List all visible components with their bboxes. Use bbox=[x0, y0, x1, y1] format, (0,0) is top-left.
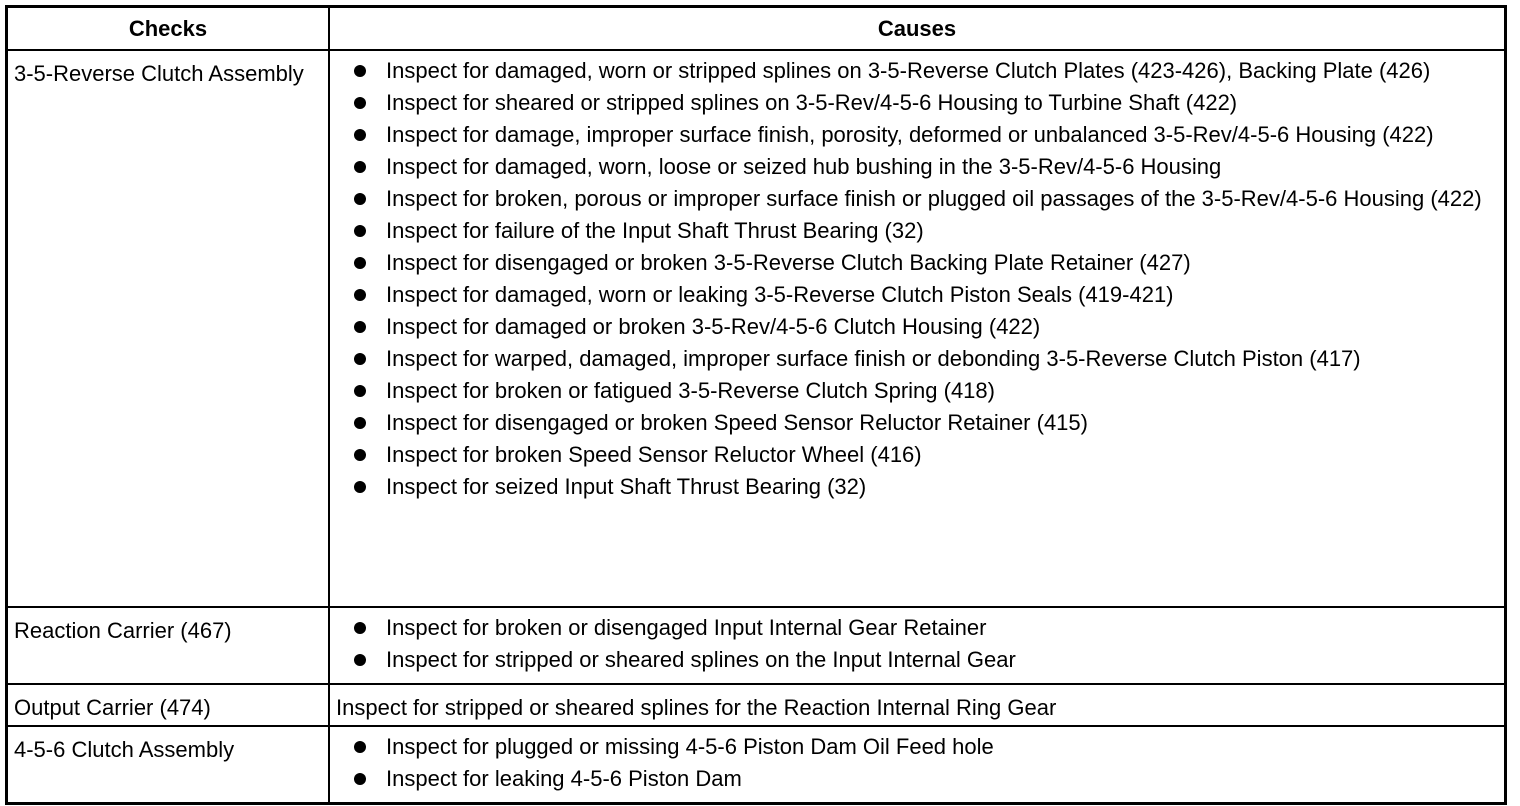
cause-item: Inspect for broken or fatigued 3-5-Reverse Clutch Spring (418) bbox=[330, 376, 1504, 406]
cause-item: Inspect for failure of the Input Shaft Thrust Bearing (32) bbox=[330, 216, 1504, 246]
bullet-icon bbox=[354, 741, 366, 753]
check-cell: Output Carrier (474) bbox=[7, 684, 330, 726]
cause-item: Inspect for damaged or broken 3-5-Rev/4-5-6 Clutch Housing (422) bbox=[330, 312, 1504, 342]
table-row bbox=[7, 726, 1506, 804]
cause-item: Inspect for damage, improper surface finish, porosity, deformed or unbalanced 3-5-Rev/4-5-6 Housing (422) bbox=[330, 120, 1504, 150]
cause-item: Inspect for disengaged or broken Speed Sensor Reluctor Retainer (415) bbox=[330, 408, 1504, 438]
bullet-icon bbox=[354, 193, 366, 205]
cause-item: Inspect for leaking 4-5-6 Piston Dam bbox=[330, 764, 1504, 794]
bullet-icon bbox=[354, 353, 366, 365]
cause-item: Inspect for broken Speed Sensor Reluctor Wheel (416) bbox=[330, 440, 1504, 470]
bullet-icon bbox=[354, 449, 366, 461]
causes-cell bbox=[329, 607, 1506, 684]
cause-item: Inspect for broken or disengaged Input Internal Gear Retainer bbox=[330, 613, 1504, 643]
cause-item: Inspect for broken, porous or improper surface finish or plugged oil passages of the 3-5-Rev/4-5-6 Housing (422) bbox=[330, 184, 1504, 214]
bullet-icon bbox=[354, 65, 366, 77]
check-cell: Reaction Carrier (467) bbox=[7, 607, 330, 684]
cause-item: Inspect for damaged, worn, loose or seized hub bushing in the 3-5-Rev/4-5-6 Housing bbox=[330, 152, 1504, 182]
causes-list bbox=[330, 727, 1504, 802]
bullet-icon bbox=[354, 97, 366, 109]
header-row bbox=[7, 7, 1506, 51]
causes-cell bbox=[329, 50, 1506, 607]
cause-item: Inspect for stripped or sheared splines on the Input Internal Gear bbox=[330, 645, 1504, 675]
table-row bbox=[7, 50, 1506, 607]
bullet-icon bbox=[354, 622, 366, 634]
bullet-icon bbox=[354, 161, 366, 173]
table-row bbox=[7, 684, 1506, 726]
bullet-icon bbox=[354, 257, 366, 269]
diagnosis-table bbox=[5, 5, 1507, 805]
bullet-icon bbox=[354, 225, 366, 237]
causes-list bbox=[330, 608, 1504, 683]
cause-item: Inspect for damaged, worn or stripped splines on 3-5-Reverse Clutch Plates (423-426), Backing Plate (426) bbox=[330, 56, 1504, 86]
bullet-icon bbox=[354, 481, 366, 493]
cause-text: Inspect for stripped or sheared splines for the Reaction Internal Ring Gear bbox=[329, 684, 1506, 726]
cause-item: Inspect for warped, damaged, improper surface finish or debonding 3-5-Reverse Clutch Piston (417) bbox=[330, 344, 1504, 374]
cause-item: Inspect for disengaged or broken 3-5-Reverse Clutch Backing Plate Retainer (427) bbox=[330, 248, 1504, 278]
checks-header: Checks bbox=[7, 7, 330, 51]
bullet-icon bbox=[354, 654, 366, 666]
bullet-icon bbox=[354, 385, 366, 397]
check-cell: 4-5-6 Clutch Assembly bbox=[7, 726, 330, 804]
cause-item: Inspect for sheared or stripped splines on 3-5-Rev/4-5-6 Housing to Turbine Shaft (422) bbox=[330, 88, 1504, 118]
cause-item: Inspect for damaged, worn or leaking 3-5-Reverse Clutch Piston Seals (419-421) bbox=[330, 280, 1504, 310]
bullet-icon bbox=[354, 773, 366, 785]
causes-header: Causes bbox=[329, 7, 1506, 51]
bullet-icon bbox=[354, 417, 366, 429]
check-cell: 3-5-Reverse Clutch Assembly bbox=[7, 50, 330, 607]
causes-list bbox=[330, 51, 1504, 510]
cause-item: Inspect for seized Input Shaft Thrust Bearing (32) bbox=[330, 472, 1504, 502]
causes-cell bbox=[329, 726, 1506, 804]
bullet-icon bbox=[354, 321, 366, 333]
cause-item: Inspect for plugged or missing 4-5-6 Piston Dam Oil Feed hole bbox=[330, 732, 1504, 762]
bullet-icon bbox=[354, 129, 366, 141]
bullet-icon bbox=[354, 289, 366, 301]
table-row bbox=[7, 607, 1506, 684]
